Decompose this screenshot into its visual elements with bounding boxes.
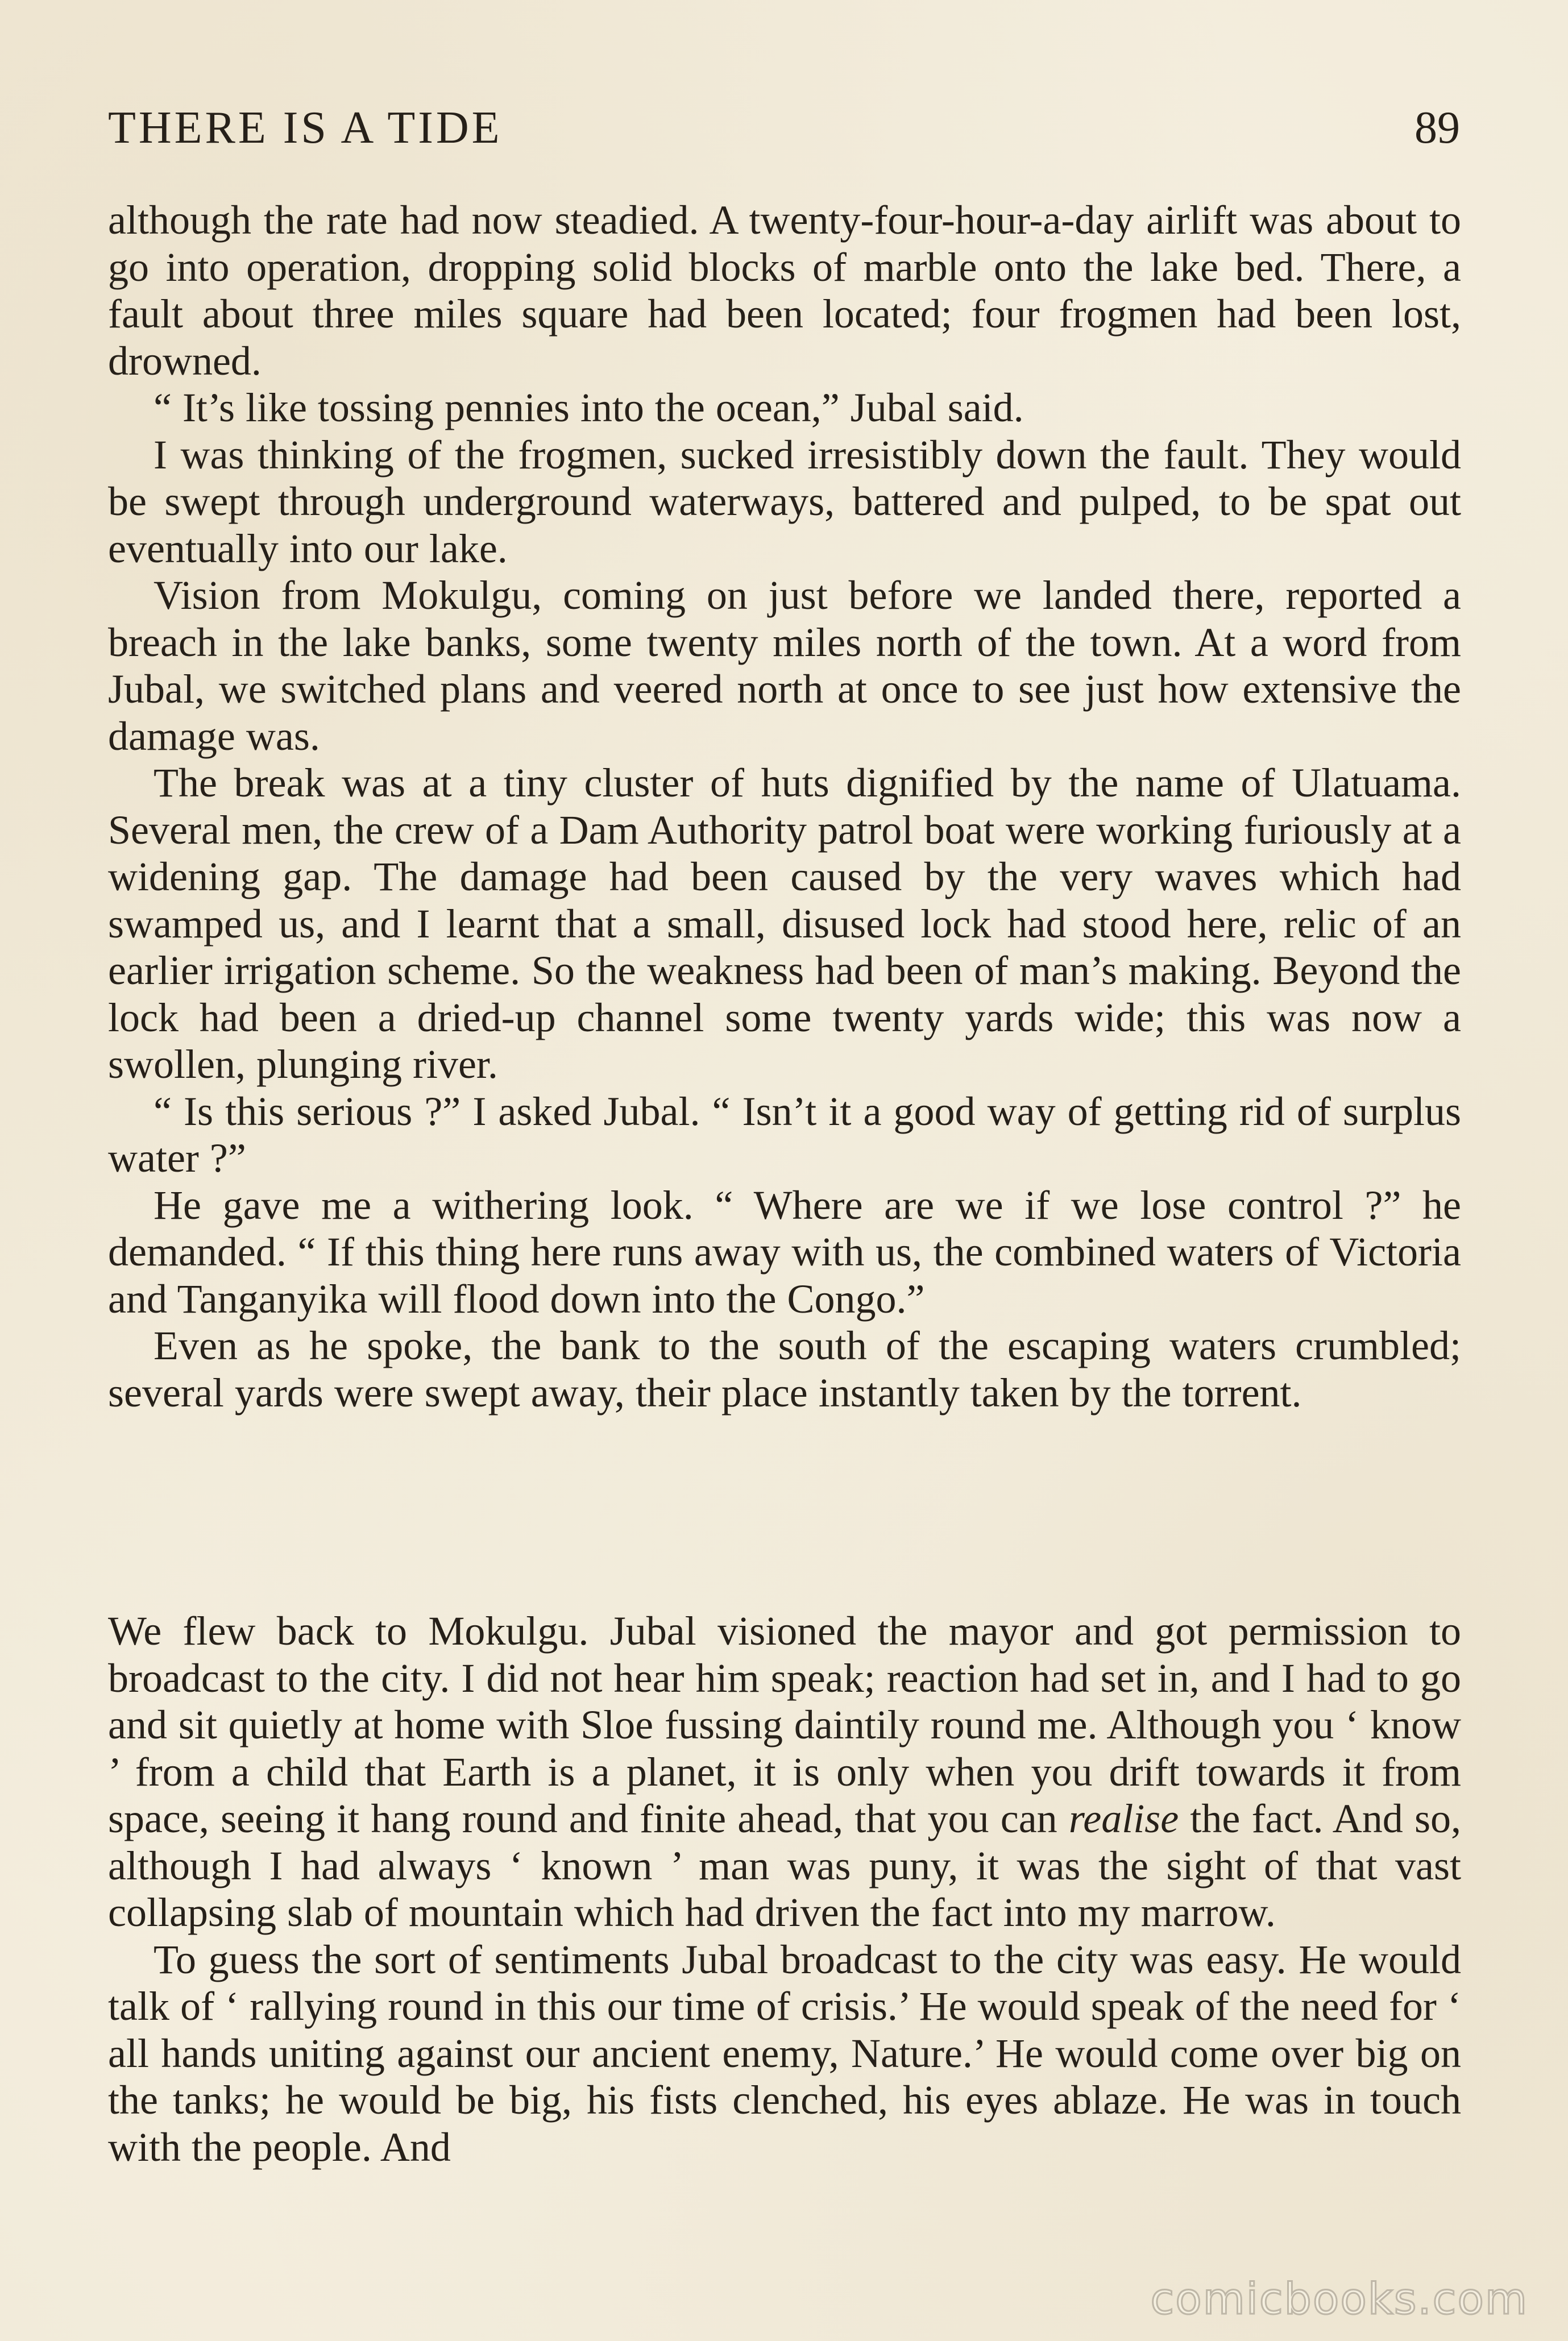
paragraph-continued: although the rate had now steadied. A twenty-four-hour-a-day airlift was about to go into operation, dropping solid blocks of marble onto the lake bed. There, a fault about three miles square had been located; four frogmen had been lost, drowned. [108,197,1461,384]
paragraph: The break was at a tiny cluster of huts dignified by the name of Ulatuama. Several men, the crew of a Dam Authority patrol boat were working furiously at a widening gap. The damage had been caused by the very waves which had swamped us, and I learnt that a small, disused lock had stood here, relic of an earlier irrigation scheme. So the weakness had been of man’s making. Beyond the lock had been a dried-up channel some twenty yards wide; this was now a swollen, plunging river. [108,760,1461,1087]
italic-word: realise [1068,1796,1179,1841]
text-block-two [108,1608,1461,2170]
paragraph: “ Is this serious ?” I asked Jubal. “ Isn’t it a good way of getting rid of surplus water ?” [108,1088,1461,1181]
paragraph-text: We flew back to Mokulgu. Jubal visioned the mayor and got permission to broadcast to the city. I did not hear him speak; reaction had set in, and I had to go and sit quietly at home with Sloe fussing daintily round me. Although you ‘ know ’ from a child that Earth is a planet, it is only when you drift towards it from space, seeing it hang round and finite ahead, that you can [108,1608,1461,1841]
watermark: comicbooks.com [1150,2273,1528,2324]
running-head [108,97,1460,159]
paragraph: I was thinking of the frogmen, sucked irresistibly down the fault. They would be swept through underground waterways, battered and pulped, to be spat out eventually into our lake. [108,431,1461,571]
running-title: THERE IS A TIDE [108,103,503,153]
paragraph-text: the fact. And so, although I had always ‘ known ’ man was puny, it was the sight of that vast collapsing slab of mountain which had driven the fact into my marrow. [108,1796,1462,1935]
paragraph: To guess the sort of sentiments Jubal broadcast to the city was easy. He would talk of ‘ rallying round in this our time of crisis.’ He would speak of the need for ‘ all hands uniting against our ancient enemy, Nature.’ He would come over big on the tanks; he would be big, his fists clenched, his eyes ablaze. He was in touch with the people. And [108,1936,1461,2170]
page-number: 89 [1414,103,1460,153]
text-block-one [108,197,1461,1416]
paragraph: “ It’s like tossing pennies into the ocean,” Jubal said. [154,385,1024,430]
paragraph: Vision from Mokulgu, coming on just before we landed there, reported a breach in the lake banks, some twenty miles north of the town. At a word from Jubal, we switched plans and veered north at once to see just how extensive the damage was. [108,572,1461,759]
paragraph: He gave me a withering look. “ Where are we if we lose control ?” he demanded. “ If this thing here runs away with us, the combined waters of Victoria and Tanganyika will flood down into the Congo.” [108,1182,1461,1322]
section-opening-paragraph [108,1608,1461,1936]
paragraph: Even as he spoke, the bank to the south of the escaping waters crumbled; several yards were swept away, their place instantly taken by the torrent. [108,1323,1461,1416]
